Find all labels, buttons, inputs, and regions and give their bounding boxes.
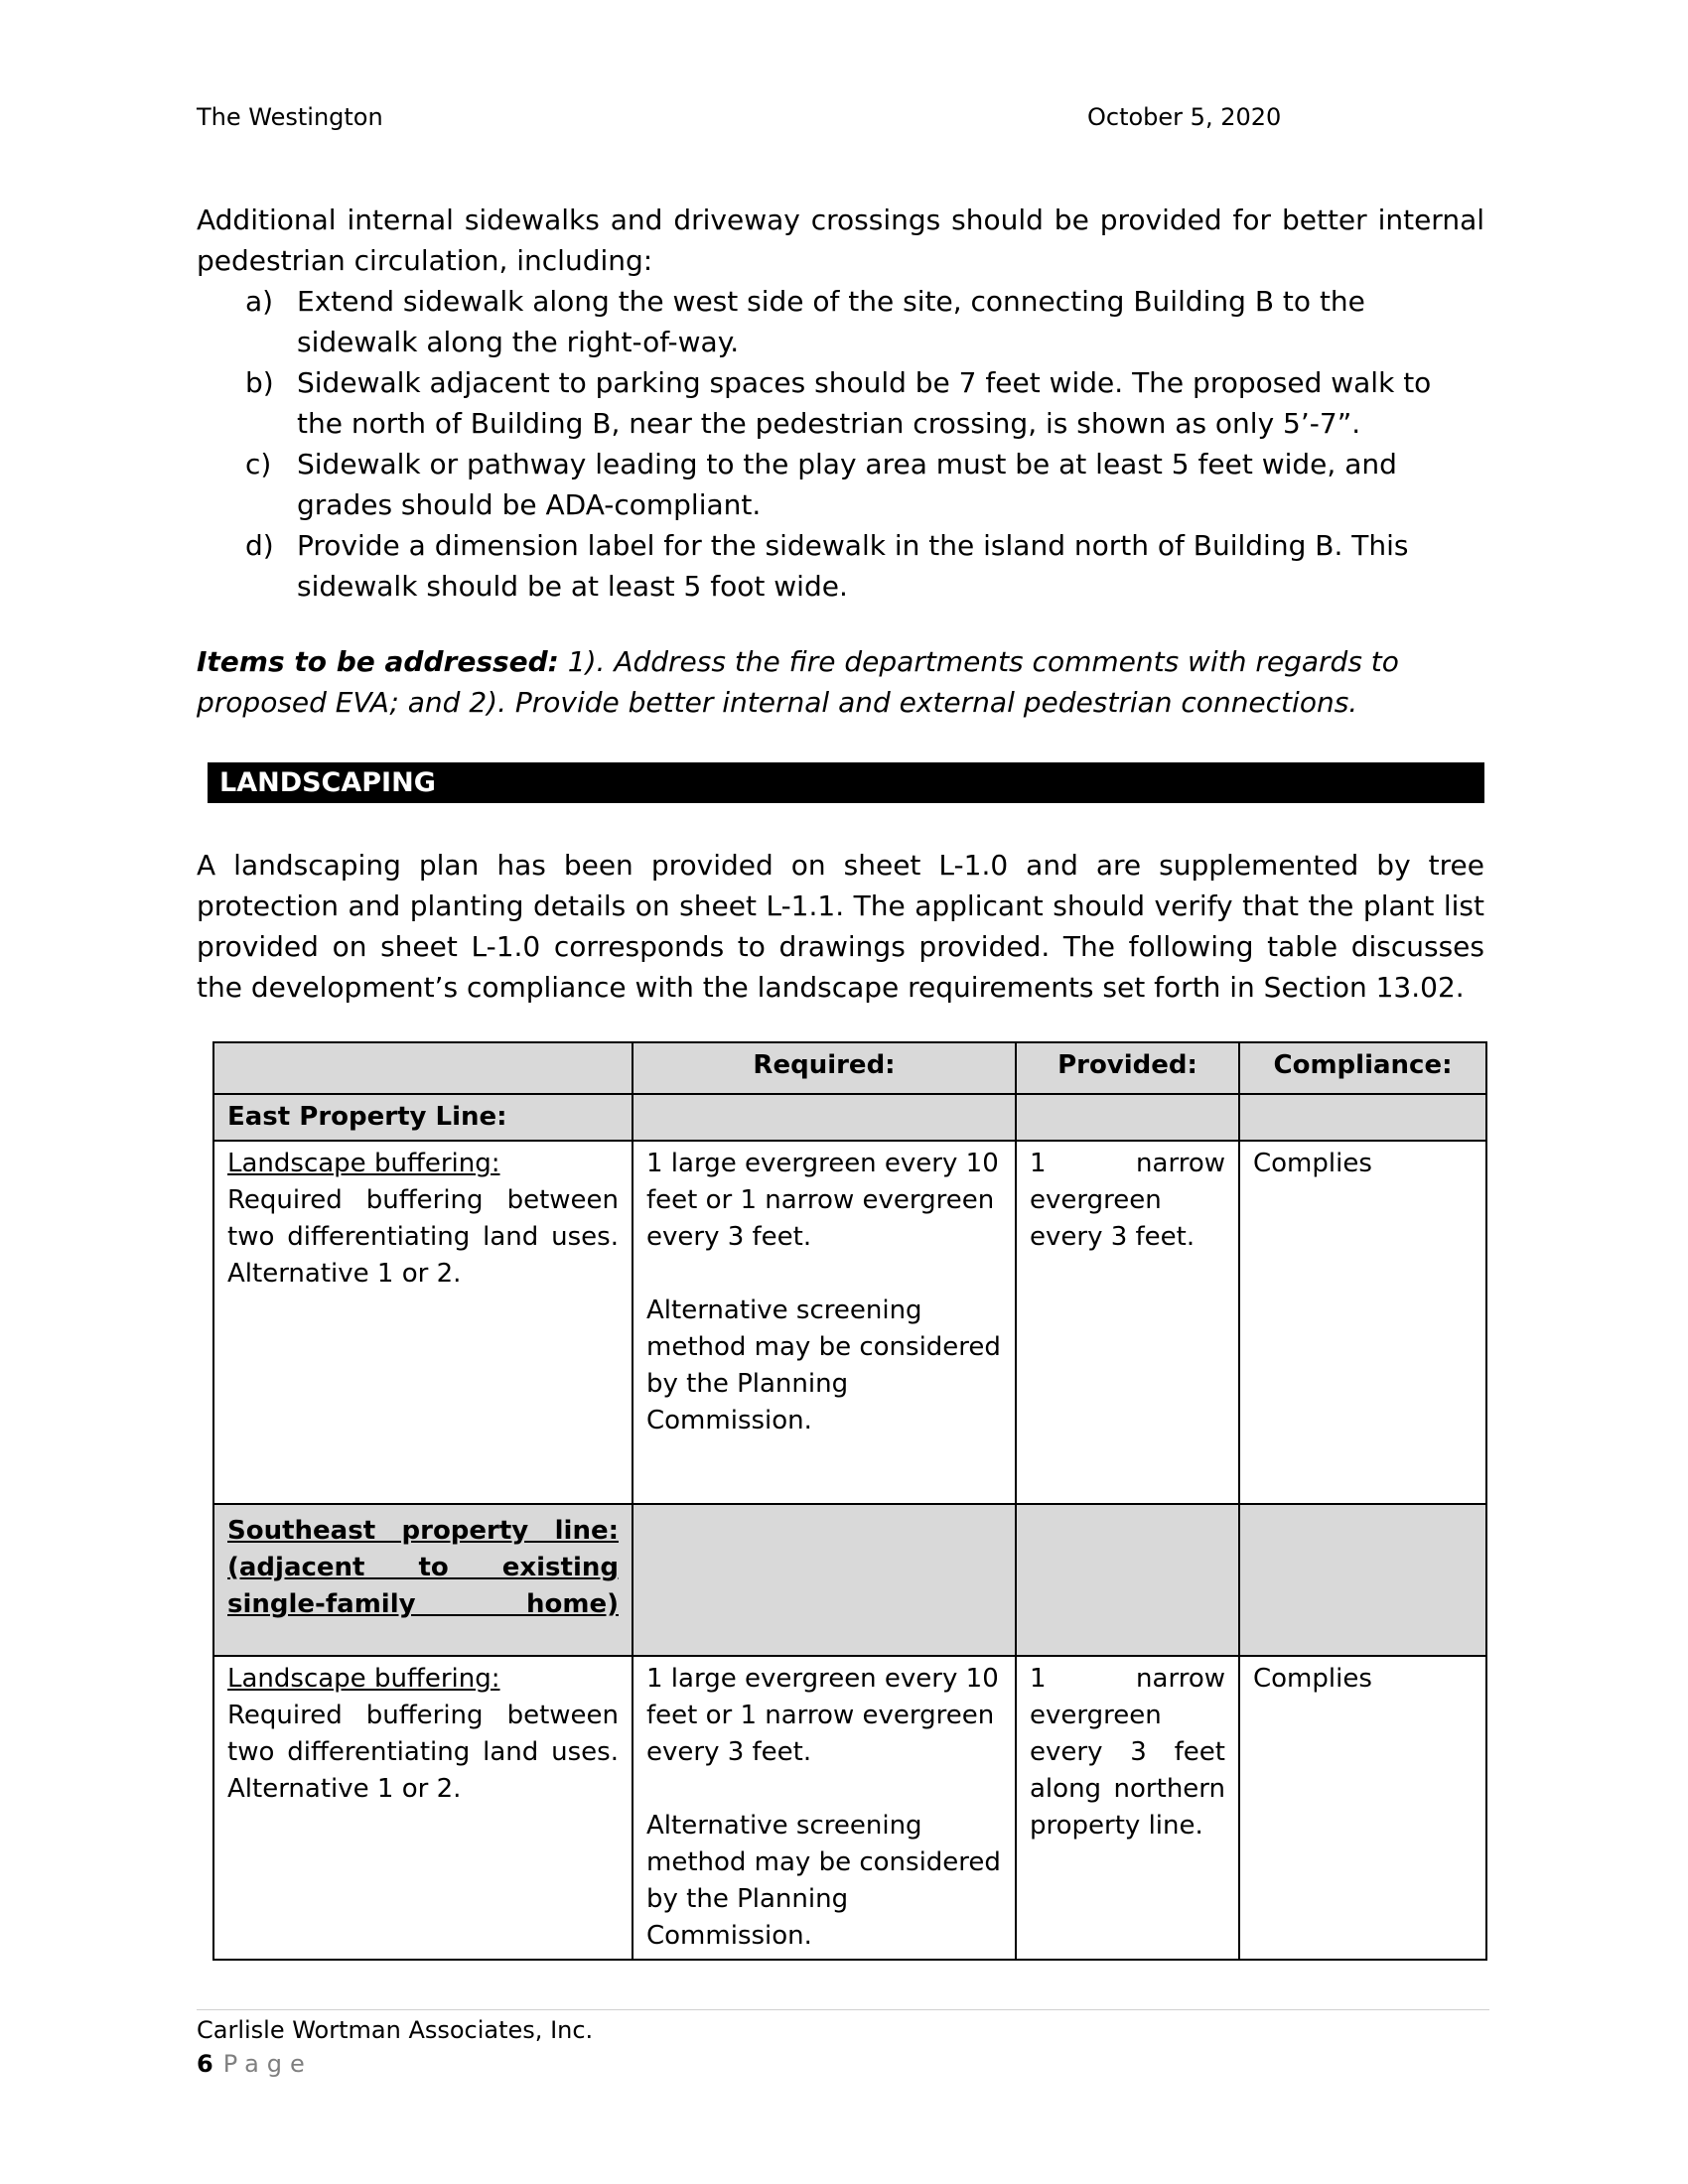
- empty-cell: [633, 1504, 1016, 1656]
- table-section-row: [213, 1504, 1486, 1656]
- section-cell: [213, 1504, 633, 1656]
- list-marker: d): [245, 529, 274, 562]
- intro-paragraph: Additional internal sidewalks and driveway crossings should be provided for better internal pedestrian circulation, including:: [197, 204, 1484, 277]
- header-cell: Provided:: [1016, 1042, 1239, 1094]
- list-item-text: Extend sidewalk along the west side of the site, connecting Building B to the sidewalk along the right-of-way.: [297, 285, 1365, 358]
- header-cell: Required:: [633, 1042, 1016, 1094]
- empty-cell: [1239, 1504, 1486, 1656]
- required-note: Alternative screening method may be considered by the Planning Commission.: [646, 1811, 1001, 1951]
- requirement-label: Landscape buffering:: [227, 1149, 500, 1178]
- empty-cell: [1239, 1094, 1486, 1141]
- list-item: [197, 362, 1484, 444]
- page-number: 6: [197, 2050, 213, 2078]
- list-item: [197, 444, 1484, 525]
- list-marker: b): [245, 366, 274, 399]
- compliance-cell: Complies: [1239, 1141, 1486, 1504]
- list-item-text: Sidewalk adjacent to parking spaces should be 7 feet wide. The proposed walk to the north of Building B, near the pedestrian crossing, is shown as only 5’-7”.: [297, 366, 1432, 440]
- items-to-address-label: Items to be addressed:: [197, 645, 559, 678]
- list-item: [197, 281, 1484, 362]
- empty-cell: [633, 1094, 1016, 1141]
- list-marker: a): [245, 285, 274, 318]
- required-cell: [633, 1141, 1016, 1504]
- required-text: 1 large evergreen every 10 feet or 1 narrow evergreen every 3 feet.: [646, 1149, 999, 1252]
- section-heading-text: Southeast property line: (adjacent to existing single-family home): [227, 1516, 619, 1619]
- requirement-description: Required buffering between two differentiating land uses. Alternative 1 or 2.: [227, 1185, 619, 1289]
- provided-cell: 1 narrow evergreen every 3 feet.: [1016, 1141, 1239, 1504]
- requirement-cell: [213, 1656, 633, 1960]
- page-label: Page: [222, 2050, 313, 2078]
- landscape-compliance-table: [212, 1041, 1487, 1961]
- requirement-description: Required buffering between two differentiating land uses. Alternative 1 or 2.: [227, 1701, 619, 1804]
- footer-divider: [197, 2009, 1489, 2010]
- table-row: [213, 1141, 1486, 1504]
- table-section-row: [213, 1094, 1486, 1141]
- table-header-row: [213, 1042, 1486, 1094]
- header-cell: Compliance:: [1239, 1042, 1486, 1094]
- landscaping-paragraph: A landscaping plan has been provided on sheet L-1.0 and are supplemented by tree protection and planting details on sheet L-1.1. The applicant should verify that the plant list provided on sheet L-1.0 corresponds to drawings provided. The following table discusses the development’s compliance with the landscape requirements set forth in Section 13.02.: [197, 849, 1484, 1004]
- sidewalk-recommendations-list: [197, 281, 1484, 607]
- required-note: Alternative screening method may be considered by the Planning Commission.: [646, 1296, 1001, 1435]
- requirement-label: Landscape buffering:: [227, 1664, 500, 1694]
- section-heading-bar: [208, 762, 1484, 803]
- empty-cell: [1016, 1094, 1239, 1141]
- compliance-cell: Complies: [1239, 1656, 1486, 1960]
- list-item-text: Provide a dimension label for the sidewalk in the island north of Building B. This sidewalk should be at least 5 foot wide.: [297, 529, 1409, 603]
- header-cell: [213, 1042, 633, 1094]
- section-heading: LANDSCAPING: [219, 767, 436, 798]
- items-to-address-text: 1). Address the fire departments comments with regards to proposed EVA; and 2). Provide better internal and external pedestrian connections.: [197, 645, 1399, 719]
- list-marker: c): [245, 448, 272, 480]
- list-item-text: Sidewalk or pathway leading to the play area must be at least 5 feet wide, and grades should be ADA-compliant.: [297, 448, 1397, 521]
- required-cell: [633, 1656, 1016, 1960]
- header-document-title: The Westington: [197, 103, 383, 131]
- list-item: [197, 525, 1484, 607]
- table-row: [213, 1656, 1486, 1960]
- section-cell: East Property Line:: [213, 1094, 633, 1141]
- requirement-cell: [213, 1141, 633, 1504]
- header-date: October 5, 2020: [1087, 103, 1282, 131]
- empty-cell: [1016, 1504, 1239, 1656]
- footer-page-number: [197, 2049, 313, 2079]
- footer-company: Carlisle Wortman Associates, Inc.: [197, 2016, 594, 2044]
- required-text: 1 large evergreen every 10 feet or 1 narrow evergreen every 3 feet.: [646, 1664, 999, 1767]
- provided-cell: 1 narrow evergreen every 3 feet along northern property line.: [1016, 1656, 1239, 1960]
- items-to-address: [197, 641, 1484, 723]
